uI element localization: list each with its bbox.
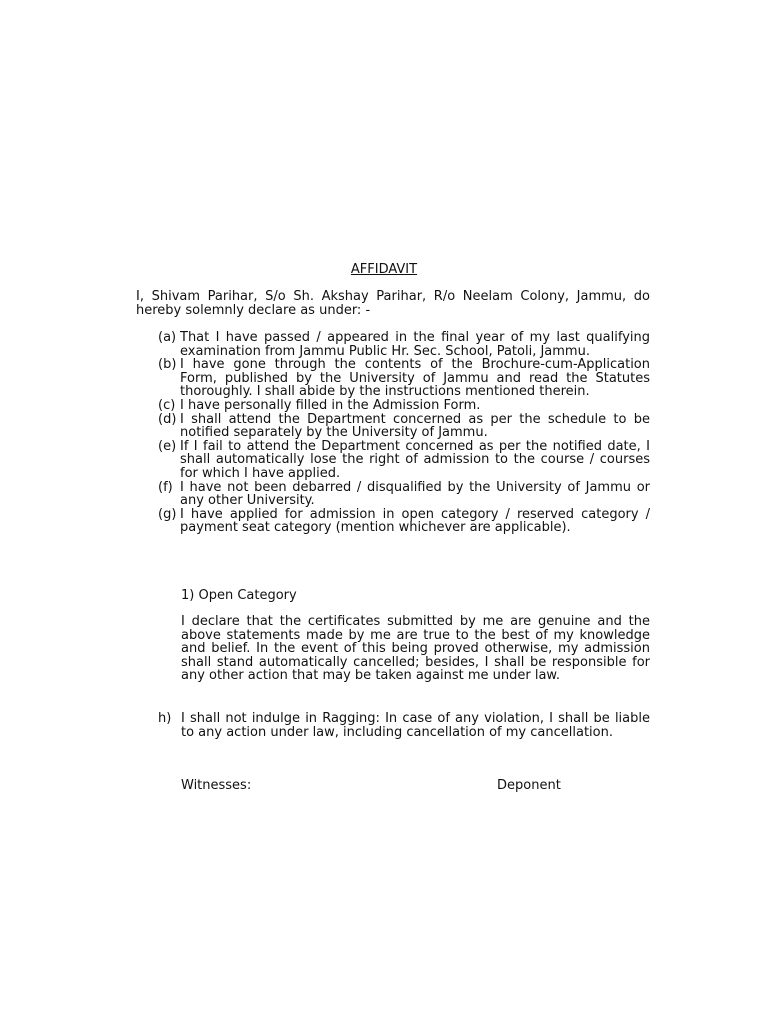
list-item [158,440,650,481]
list-item [158,413,650,440]
list-item-text: I have personally filled in the Admission Form. [180,397,481,413]
list-item-text: I shall not indulge in Ragging: In case of any violation, I shall be liable to any action under law, including cancellation of my cancellation. [181,711,650,740]
list-item-text: That I have passed / appeared in the final year of my last qualifying examination from Jammu Public Hr. Sec. School, Patoli, Jammu. [180,330,650,359]
category-choice: 1) Open Category [181,588,297,603]
list-item [158,331,650,358]
list-item-text: If I fail to attend the Department concerned as per the notified date, I shall automatically lose the right of admission to the course / courses for which I have applied. [180,438,650,481]
witnesses-label: Witnesses: [181,778,252,793]
deponent-label: Deponent [497,778,561,793]
list-item-text: I shall attend the Department concerned as per the schedule to be notified separately by the University of Jammu. [180,411,650,441]
list-item-marker: h) [158,711,172,726]
list-item-marker: (g) [158,506,177,522]
list-item-marker: (b) [158,357,177,373]
document-title: AFFIDAVIT [350,262,418,277]
list-item [158,399,650,413]
ragging-clause [158,712,650,739]
list-item [158,358,650,399]
list-item-marker: (c) [158,397,176,413]
declaration-list [158,331,650,535]
list-item-text: I have not been debarred / disqualified by the University of Jammu or any other University. [180,479,650,509]
list-item [158,508,650,535]
list-item-marker: (f) [158,479,173,495]
list-item-marker: (a) [158,330,177,345]
list-item [158,481,650,508]
list-item-marker: (d) [158,411,177,427]
intro-paragraph: I, Shivam Parihar, S/o Sh. Akshay Parihar, R/o Neelam Colony, Jammu, do hereby solemnly declare as under: - [136,289,650,318]
declaration-paragraph: I declare that the certificates submitted by me are genuine and the above statements made by me are true to the best of my knowledge and belief. In the event of this being proved otherwise, my admission shall stand automatically cancelled; besides, I shall be responsible for any other action that may be taken against me under law. [181,614,650,684]
list-item-text: I have gone through the contents of the Brochure-cum-Application Form, published by the University of Jammu and read the Statutes thoroughly. I shall abide by the instructions mentioned therein. [180,357,650,400]
list-item-marker: (e) [158,438,177,454]
list-item-text: I have applied for admission in open category / reserved category / payment seat category (mention whichever are applicable). [180,506,650,536]
